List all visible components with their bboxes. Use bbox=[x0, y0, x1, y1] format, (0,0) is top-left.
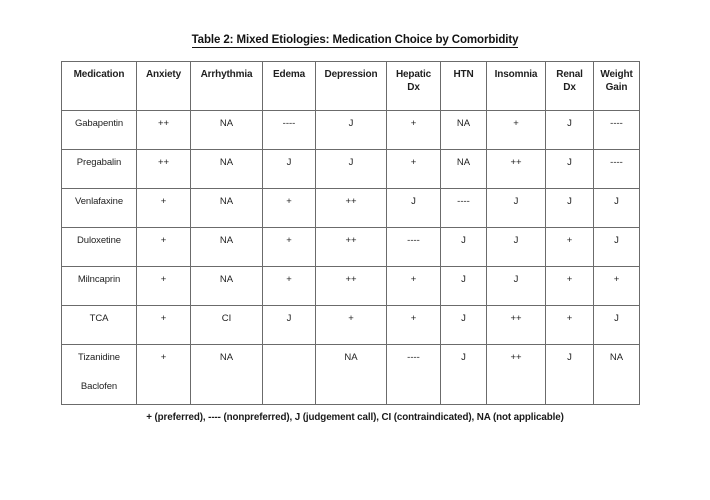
cell-edema: J bbox=[263, 150, 316, 189]
column-header-arrhythmia: Arrhythmia bbox=[191, 62, 263, 111]
table-legend-footnote: + (preferred), ---- (nonpreferred), J (judgement call), CI (contraindicated), NA (not applicable) bbox=[146, 412, 564, 423]
table-row bbox=[62, 111, 640, 150]
column-header-anxiety: Anxiety bbox=[137, 62, 191, 111]
cell-hepatic-dx: + bbox=[387, 150, 441, 189]
cell-hepatic-dx: + bbox=[387, 111, 441, 150]
cell-insomnia: + bbox=[487, 111, 546, 150]
cell-edema: + bbox=[263, 189, 316, 228]
cell-edema: ---- bbox=[263, 111, 316, 150]
cell-hepatic-dx: ---- bbox=[387, 345, 441, 405]
table-row bbox=[62, 306, 640, 345]
cell-renal-dx: J bbox=[546, 345, 594, 405]
cell-anxiety: + bbox=[137, 345, 191, 405]
cell-insomnia: J bbox=[487, 267, 546, 306]
cell-medication: Gabapentin bbox=[62, 111, 137, 150]
cell-depression: ++ bbox=[316, 189, 387, 228]
cell-edema: + bbox=[263, 228, 316, 267]
cell-arrhythmia: CI bbox=[191, 306, 263, 345]
cell-insomnia: J bbox=[487, 189, 546, 228]
cell-weight-gain: J bbox=[594, 228, 640, 267]
cell-htn: J bbox=[441, 267, 487, 306]
comorbidity-table bbox=[61, 61, 640, 405]
cell-arrhythmia: NA bbox=[191, 189, 263, 228]
cell-renal-dx: + bbox=[546, 228, 594, 267]
cell-hepatic-dx: + bbox=[387, 306, 441, 345]
cell-depression: ++ bbox=[316, 267, 387, 306]
cell-arrhythmia: NA bbox=[191, 111, 263, 150]
cell-weight-gain: J bbox=[594, 189, 640, 228]
cell-edema: J bbox=[263, 306, 316, 345]
cell-depression: J bbox=[316, 111, 387, 150]
cell-anxiety: + bbox=[137, 306, 191, 345]
cell-renal-dx: J bbox=[546, 150, 594, 189]
cell-hepatic-dx: + bbox=[387, 267, 441, 306]
cell-renal-dx: J bbox=[546, 189, 594, 228]
column-header-depression: Depression bbox=[316, 62, 387, 111]
cell-medication: Tizanidine Baclofen bbox=[62, 345, 137, 405]
cell-arrhythmia: NA bbox=[191, 228, 263, 267]
cell-weight-gain: + bbox=[594, 267, 640, 306]
column-header-renal-dx: Renal Dx bbox=[546, 62, 594, 111]
column-header-insomnia: Insomnia bbox=[487, 62, 546, 111]
cell-arrhythmia: NA bbox=[191, 150, 263, 189]
cell-edema: + bbox=[263, 267, 316, 306]
cell-renal-dx: + bbox=[546, 306, 594, 345]
cell-arrhythmia: NA bbox=[191, 267, 263, 306]
cell-renal-dx: + bbox=[546, 267, 594, 306]
cell-medication: Pregabalin bbox=[62, 150, 137, 189]
cell-anxiety: + bbox=[137, 267, 191, 306]
cell-weight-gain: J bbox=[594, 306, 640, 345]
cell-htn: J bbox=[441, 345, 487, 405]
table-body bbox=[62, 111, 640, 405]
cell-medication: Venlafaxine bbox=[62, 189, 137, 228]
column-header-medication: Medication bbox=[62, 62, 137, 111]
cell-medication: Milncaprin bbox=[62, 267, 137, 306]
table-row bbox=[62, 189, 640, 228]
cell-arrhythmia: NA bbox=[191, 345, 263, 405]
column-header-weight-gain: Weight Gain bbox=[594, 62, 640, 111]
cell-anxiety: ++ bbox=[137, 150, 191, 189]
cell-htn: J bbox=[441, 306, 487, 345]
cell-insomnia: J bbox=[487, 228, 546, 267]
cell-hepatic-dx: J bbox=[387, 189, 441, 228]
cell-renal-dx: J bbox=[546, 111, 594, 150]
table-row bbox=[62, 228, 640, 267]
cell-anxiety: ++ bbox=[137, 111, 191, 150]
column-header-edema: Edema bbox=[263, 62, 316, 111]
cell-edema bbox=[263, 345, 316, 405]
cell-anxiety: + bbox=[137, 189, 191, 228]
cell-medication: Duloxetine bbox=[62, 228, 137, 267]
cell-insomnia: ++ bbox=[487, 345, 546, 405]
cell-htn: ---- bbox=[441, 189, 487, 228]
table-row bbox=[62, 267, 640, 306]
cell-insomnia: ++ bbox=[487, 306, 546, 345]
cell-htn: J bbox=[441, 228, 487, 267]
column-header-htn: HTN bbox=[441, 62, 487, 111]
cell-weight-gain: ---- bbox=[594, 150, 640, 189]
cell-htn: NA bbox=[441, 150, 487, 189]
column-header-hepatic-dx: Hepatic Dx bbox=[387, 62, 441, 111]
cell-depression: + bbox=[316, 306, 387, 345]
cell-htn: NA bbox=[441, 111, 487, 150]
cell-depression: ++ bbox=[316, 228, 387, 267]
page-title bbox=[0, 34, 710, 46]
cell-weight-gain: NA bbox=[594, 345, 640, 405]
page-title-text: Table 2: Mixed Etiologies: Medication Choice by Comorbidity bbox=[191, 34, 519, 46]
cell-depression: NA bbox=[316, 345, 387, 405]
cell-weight-gain: ---- bbox=[594, 111, 640, 150]
comorbidity-table-container bbox=[61, 61, 639, 405]
cell-insomnia: ++ bbox=[487, 150, 546, 189]
cell-depression: J bbox=[316, 150, 387, 189]
table-row bbox=[62, 150, 640, 189]
table-header bbox=[62, 62, 640, 111]
cell-medication: TCA bbox=[62, 306, 137, 345]
cell-anxiety: + bbox=[137, 228, 191, 267]
table-header-row bbox=[62, 62, 640, 111]
cell-hepatic-dx: ---- bbox=[387, 228, 441, 267]
table-row bbox=[62, 345, 640, 405]
